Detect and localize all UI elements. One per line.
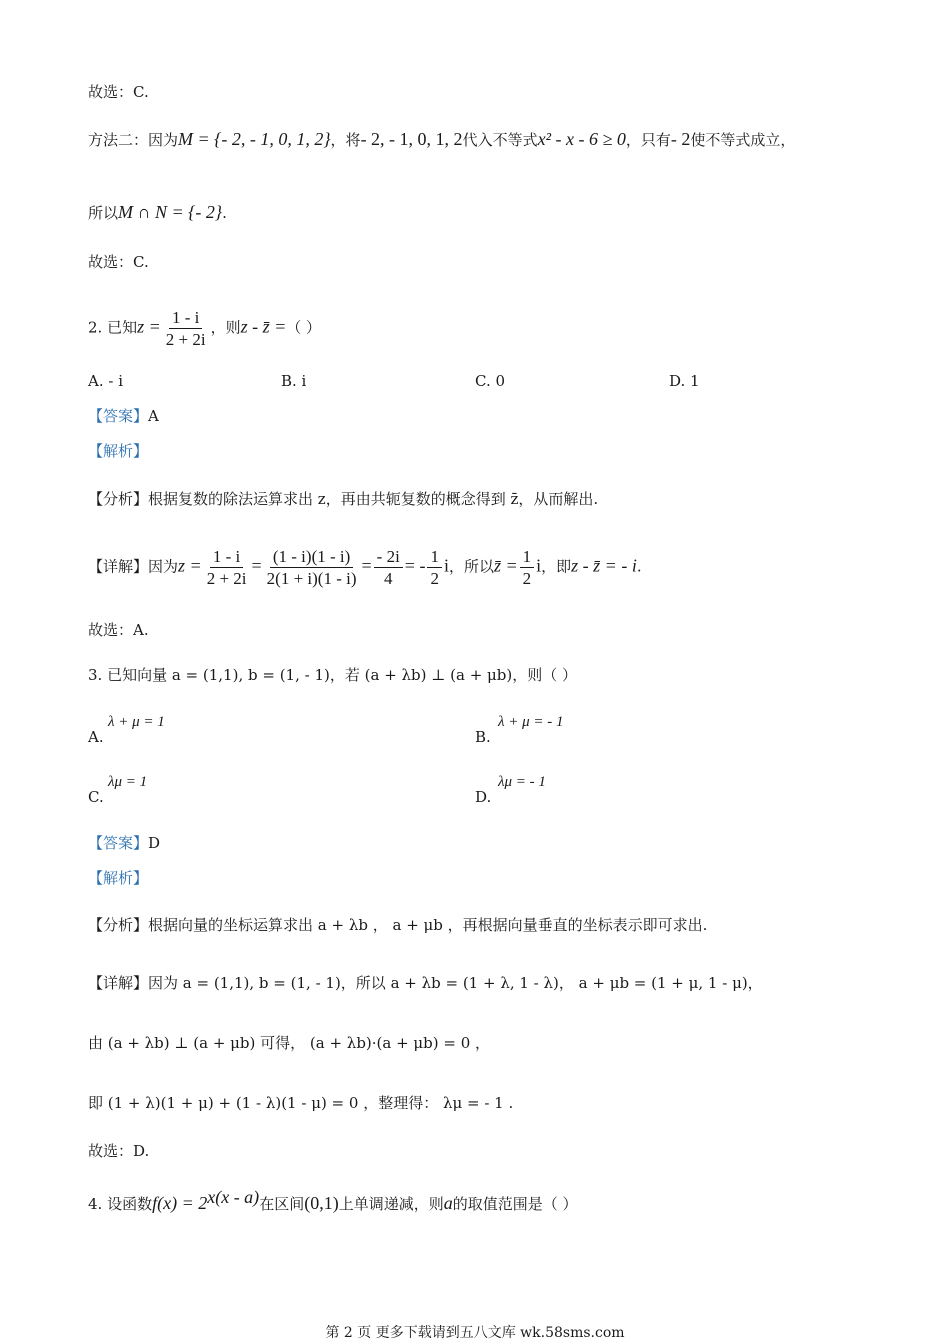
analysis-2 [88, 488, 598, 510]
text: 使不等式成立， [690, 131, 796, 149]
text: 所以 [88, 204, 119, 222]
denominator: 2(1 + i)(1 - i) [266, 569, 357, 588]
numerator: 1 [520, 546, 535, 568]
numerator: 1 - i [210, 546, 243, 568]
fraction-2 [264, 546, 360, 589]
text: 代入不等式 [462, 131, 538, 149]
line-intersection [88, 201, 227, 224]
analysis-label: 【分析】 [88, 916, 149, 934]
text: ，则 [210, 318, 241, 337]
q3-option-c-math: λμ = 1 [108, 774, 148, 790]
q3-option-b [475, 726, 491, 748]
math-z: z = [137, 316, 161, 337]
question-4 [88, 1186, 578, 1215]
text: . [222, 204, 227, 222]
imaginary-unit: i [443, 555, 449, 576]
page-footer: 第 2 页 更多下载请到五八文库 wk.58sms.com [325, 1325, 625, 1341]
fraction-1 [204, 546, 250, 589]
equals-minus: = - [404, 555, 426, 576]
question-2 [88, 307, 321, 350]
math-values: - 2, - 1, 0, 1, 2 [360, 129, 463, 149]
fraction-3 [374, 546, 403, 589]
q2-option-a: A. - i [88, 372, 124, 390]
math-exponent: x(x - a) [207, 1187, 260, 1207]
q3-option-d [475, 786, 491, 808]
option-letter: D. [475, 788, 492, 806]
math-a: a [443, 1193, 453, 1213]
denominator: 2 [522, 569, 532, 588]
answer-tag: 【答案】 [88, 834, 149, 852]
analysis-tag-3: 【解析】 [88, 869, 149, 887]
fraction-4 [427, 546, 442, 589]
detail-2: 【详解】因为z = $\frac{1 - i}{2 + 2i}$ = $\frac{(1 - i)(1 - i)}{2(1 + i)(1 - i)}$ = $\frac{- 2i}{4}$ = - $\frac{1}{2}$ i，所以z̄ = $\frac{1}{2}$ i，即z - z̄ = - i. [88, 547, 642, 588]
imaginary-unit: i [536, 555, 542, 576]
answer-tag: 【答案】 [88, 407, 149, 425]
q3-option-c [88, 786, 104, 808]
line-conclusion-3: 故选：A. [88, 621, 149, 639]
analysis-label: 【分析】 [88, 490, 149, 508]
answer-3 [88, 832, 160, 854]
text: 的取值范围是（ ） [452, 1195, 578, 1213]
question-3: 3. 已知向量 a = (1,1), b = (1, - 1)，若 (a + λb) ⊥ (a + μb)，则（ ） [88, 666, 578, 684]
detail-label: 【详解】 [88, 974, 149, 992]
q3-option-a [88, 726, 104, 748]
math-zbar: z̄ = [493, 555, 518, 576]
q3-option-b-math: λ + μ = - 1 [498, 714, 564, 730]
answer-2 [88, 405, 159, 427]
numerator: - 2i [374, 546, 403, 568]
denominator: 2 + 2i [206, 569, 247, 588]
detail-label: 【详解】 [88, 557, 149, 576]
line-conclusion-4: 故选：D. [88, 1142, 150, 1160]
q2-option-b: B. i [281, 372, 307, 390]
fraction-5 [520, 546, 535, 589]
text: ，只有 [625, 131, 671, 149]
math-expression: z - z̄ = [240, 316, 287, 337]
text: ，将 [330, 131, 361, 149]
text: ，所以 [448, 557, 494, 576]
analysis-3 [88, 914, 707, 936]
numerator: 1 - i [169, 307, 202, 329]
text: 在区间 [259, 1195, 305, 1213]
fraction [163, 307, 209, 350]
option-letter: A. [88, 728, 104, 746]
q2-option-d: D. 1 [669, 372, 700, 390]
numerator: (1 - i)(1 - i) [270, 546, 353, 568]
line-conclusion-2: 故选：C. [88, 253, 149, 271]
q3-option-d-math: λμ = - 1 [498, 774, 546, 790]
analysis-text: 根据复数的除法运算求出 z，再由共轭复数的概念得到 z̄，从而解出. [148, 490, 599, 508]
analysis-text: 根据向量的坐标运算求出 a + λb ， a + μb ，再根据向量垂直的坐标表示即可求出. [148, 916, 708, 934]
analysis-tag-2: 【解析】 [88, 442, 149, 460]
math-function: f(x) = 2 [152, 1193, 208, 1213]
text: 因为 [148, 557, 179, 576]
text: 上单调递减，则 [338, 1195, 444, 1213]
math-interval: (0,1) [304, 1193, 339, 1213]
equals: = [361, 555, 372, 576]
option-letter: B. [475, 728, 491, 746]
text: （ ） [286, 318, 322, 337]
denominator: 4 [383, 569, 393, 588]
math-z: z = [178, 555, 202, 576]
denominator: 2 [430, 569, 439, 588]
text: 4. 设函数 [88, 1195, 153, 1213]
q2-option-c: C. 0 [475, 372, 506, 390]
text: 方法二：因为 [88, 131, 179, 149]
option-letter: C. [88, 788, 104, 806]
math-intersection: M ∩ N = {- 2} [118, 202, 223, 222]
numerator: 1 [427, 546, 442, 568]
detail-text: 因为 a = (1,1), b = (1, - 1)，所以 a + λb = (1 + λ, 1 - λ)， a + μb = (1 + μ, 1 - μ)， [148, 974, 763, 992]
math-result: z - z̄ = - i [571, 555, 637, 576]
equals: = [251, 555, 262, 576]
text: ，即 [541, 557, 572, 576]
denominator: 2 + 2i [165, 330, 206, 349]
math-inequality: x² - x - 6 ≥ 0 [537, 129, 626, 149]
answer-value: A [148, 407, 159, 425]
line-perpendicular: 由 (a + λb) ⊥ (a + μb) 可得， (a + λb)·(a + μb) = 0 ， [88, 1034, 491, 1052]
line-simplify: 即 (1 + λ)(1 + μ) + (1 - λ)(1 - μ) = 0 ，整理得： λμ = - 1 . [88, 1094, 514, 1112]
text: 2. 已知 [88, 318, 138, 337]
line-conclusion-1: 故选：C. [88, 83, 149, 101]
line-method-two [88, 128, 795, 151]
detail-3 [88, 972, 763, 994]
q3-option-a-math: λ + μ = 1 [108, 714, 165, 730]
math-set-M: M = {- 2, - 1, 0, 1, 2} [178, 129, 331, 149]
math-value: - 2 [670, 129, 691, 149]
answer-value: D [148, 834, 161, 852]
